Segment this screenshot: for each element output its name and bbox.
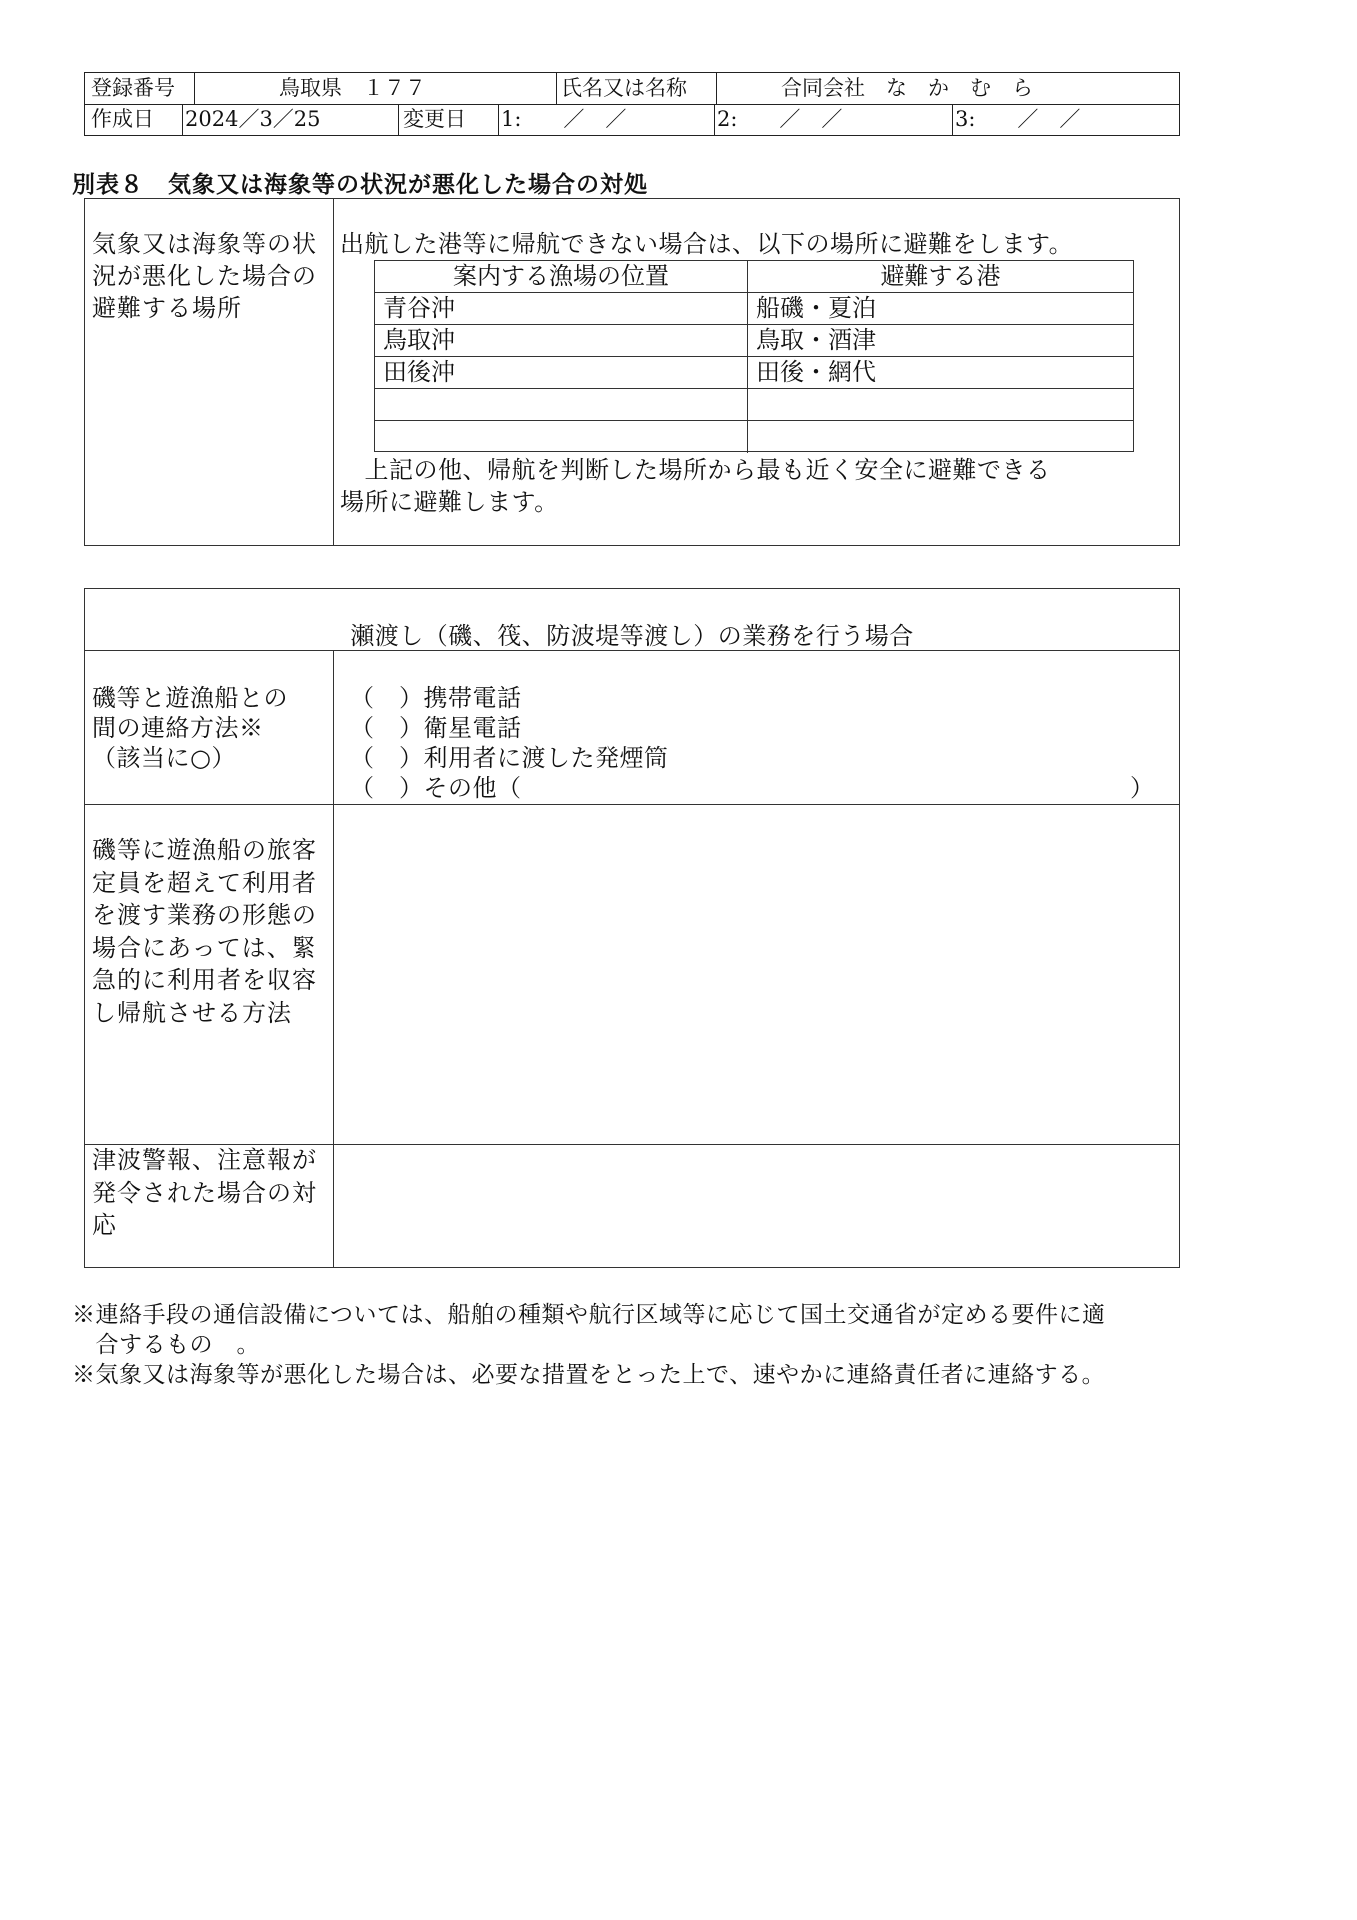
table-row	[375, 293, 1133, 325]
created-label: 作成日	[85, 104, 183, 135]
option-smoke-signal[interactable]: （ ）利用者に渡した発煙筒	[350, 744, 669, 772]
refuge-port-cell: 鳥取・酒津	[756, 326, 876, 354]
table-row	[375, 357, 1133, 389]
evacuation-intro: 出航した港等に帰航できない場合は、以下の場所に避難をします。	[340, 230, 1074, 258]
fishing-spot-cell: 鳥取沖	[375, 325, 748, 356]
divider	[84, 650, 1180, 651]
column-divider	[333, 198, 334, 546]
refuge-port-cell	[748, 389, 1133, 420]
tsunami-label: 津波警報、注意報が発令された場合の対応	[92, 1146, 317, 1239]
evacuation-label: 気象又は海象等の状況が悪化した場合の避難する場所	[92, 230, 317, 322]
table-row	[375, 389, 1133, 421]
column-divider	[333, 650, 334, 1268]
registration-table	[84, 72, 1180, 136]
contact-label-line1: 磯等と遊漁船との	[92, 684, 288, 712]
change-date-1: 1: ／ ／	[499, 104, 715, 135]
contact-label-line3: （該当に○）	[92, 744, 236, 772]
fishing-spot-cell: 田後沖	[375, 357, 748, 388]
refuge-port-cell	[748, 421, 1133, 453]
reg-no-value: 鳥取県 １７７	[195, 73, 557, 104]
fishing-spot-cell	[375, 421, 748, 453]
harbor-table-header	[375, 261, 1133, 293]
footnote-1-line2: 合するもの 。	[72, 1332, 260, 1358]
evacuation-note-line1: 上記の他、帰航を判断した場所から最も近く安全に避難できる	[340, 456, 1051, 484]
change-date-2: 2: ／ ／	[715, 104, 953, 135]
header-refuge-port: 避難する港	[880, 262, 1001, 290]
overcapacity-label: 磯等に遊漁船の旅客定員を超えて利用者を渡す業務の形態の場合にあっては、緊急的に利用者を収容し帰航させる方法	[92, 836, 317, 1027]
footnote-1-line1: ※連絡手段の通信設備については、船舶の種類や航行区域等に応じて国土交通省が定める要件に適	[72, 1302, 1106, 1328]
changed-label: 変更日	[399, 104, 499, 135]
table-row	[375, 325, 1133, 357]
created-value: 2024／3／25	[183, 104, 399, 135]
name-value: 合同会社 な か む ら	[781, 76, 1033, 100]
fishing-spot-cell	[375, 389, 748, 420]
option-other[interactable]: （ ）その他（	[350, 774, 522, 802]
divider	[84, 804, 1180, 805]
refuge-port-cell: 船磯・夏泊	[756, 294, 876, 322]
harbor-table	[374, 260, 1134, 452]
option-satellite-phone[interactable]: （ ）衛星電話	[350, 714, 522, 742]
option-other-close: ）	[1130, 774, 1155, 802]
change-date-3: 3: ／ ／	[955, 107, 1081, 131]
footnote-2: ※気象又は海象等が悪化した場合は、必要な措置をとった上で、速やかに連絡責任者に連絡する。	[72, 1362, 1106, 1388]
contact-label-line2: 間の連絡方法※	[92, 714, 264, 742]
reg-no-label: 登録番号	[85, 73, 195, 104]
refuge-port-cell: 田後・網代	[756, 358, 876, 386]
ferry-heading: 瀬渡し（磯、筏、防波堤等渡し）の業務を行う場合	[350, 622, 914, 650]
header-fishing-spot: 案内する漁場の位置	[375, 261, 748, 292]
page-title: 別表８ 気象又は海象等の状況が悪化した場合の対処	[72, 172, 648, 198]
table-row	[375, 421, 1133, 453]
option-mobile-phone[interactable]: （ ）携帯電話	[350, 684, 522, 712]
registration-row	[85, 73, 1179, 105]
evacuation-note-line2: 場所に避難します。	[340, 488, 559, 516]
dates-row	[85, 104, 1179, 135]
fishing-spot-cell: 青谷沖	[375, 293, 748, 324]
name-label: 氏名又は名称	[557, 73, 717, 104]
